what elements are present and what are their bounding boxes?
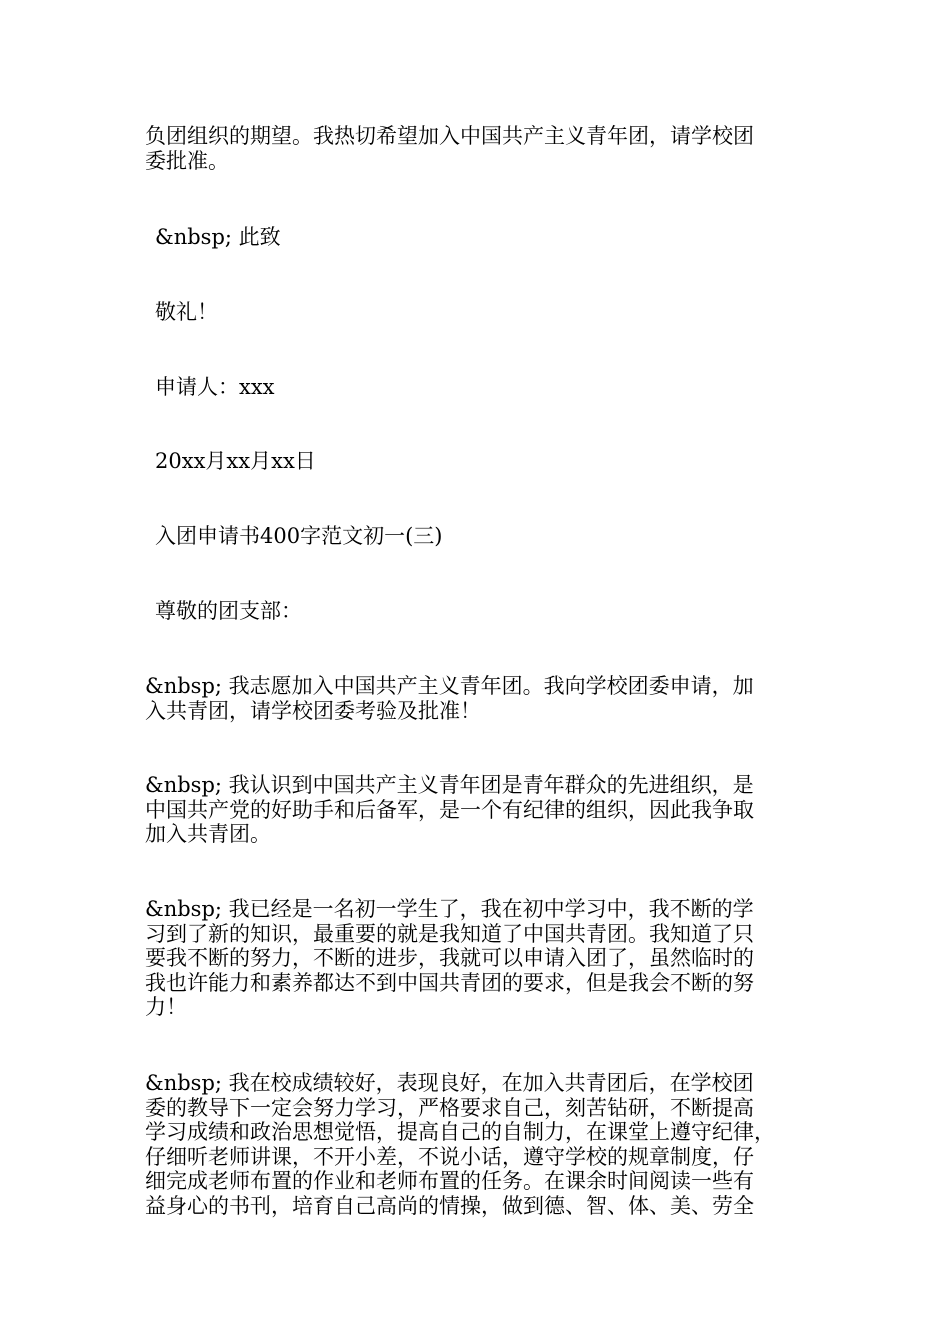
salutation-cizhi: &nbsp; 此致: [155, 225, 281, 249]
paragraph-commitment: &nbsp; 我在校成绩较好，表现良好，在加入共青团后，在学校团 委的教导下一定会努力学习，严格要求自己，刻苦钻研，不断提高 学习成绩和政治思想觉悟，提高自己的自制力，在课堂上遵守纪律， 仔细听老师讲课，不开小差，不说小话，遵守学校的规章制度，仔 细完成老师布置的作业和老师布置的任务。在课余时间阅读一些有 益身心的书刊，培育自己高尚的情操，做到德、智、体、美、劳全: [145, 1071, 775, 1218]
paragraph-application: &nbsp; 我志愿加入中国共产主义青年团。我向学校团委申请，加 入共青团，请学校团委考验及批准！: [145, 674, 754, 723]
greeting-line: 尊敬的团支部：: [155, 599, 302, 623]
paragraph-understanding: &nbsp; 我认识到中国共产主义青年团是青年群众的先进组织，是 中国共产党的好助手和后备军，是一个有纪律的组织，因此我争取 加入共青团。: [145, 773, 754, 846]
paragraph-closing-request: 负团组织的期望。我热切希望加入中国共产主义青年团，请学校团 委批准。: [145, 124, 754, 173]
salutation-jingli: 敬礼！: [155, 300, 218, 324]
section-heading: 入团申请书400字范文初一(三): [155, 524, 443, 548]
date-line: 20xx月xx月xx日: [155, 449, 316, 473]
applicant-signature: 申请人：xxx: [155, 375, 275, 399]
paragraph-student-status: &nbsp; 我已经是一名初一学生了，我在初中学习中，我不断的学 习到了新的知识，最重要的就是我知道了中国共青团。我知道了只 要我不断的努力，不断的进步，我就可以申请入团了，虽然临时的 我也许能力和素养都达不到中国共青团的要求，但是我会不断的努 力！: [145, 897, 754, 1019]
